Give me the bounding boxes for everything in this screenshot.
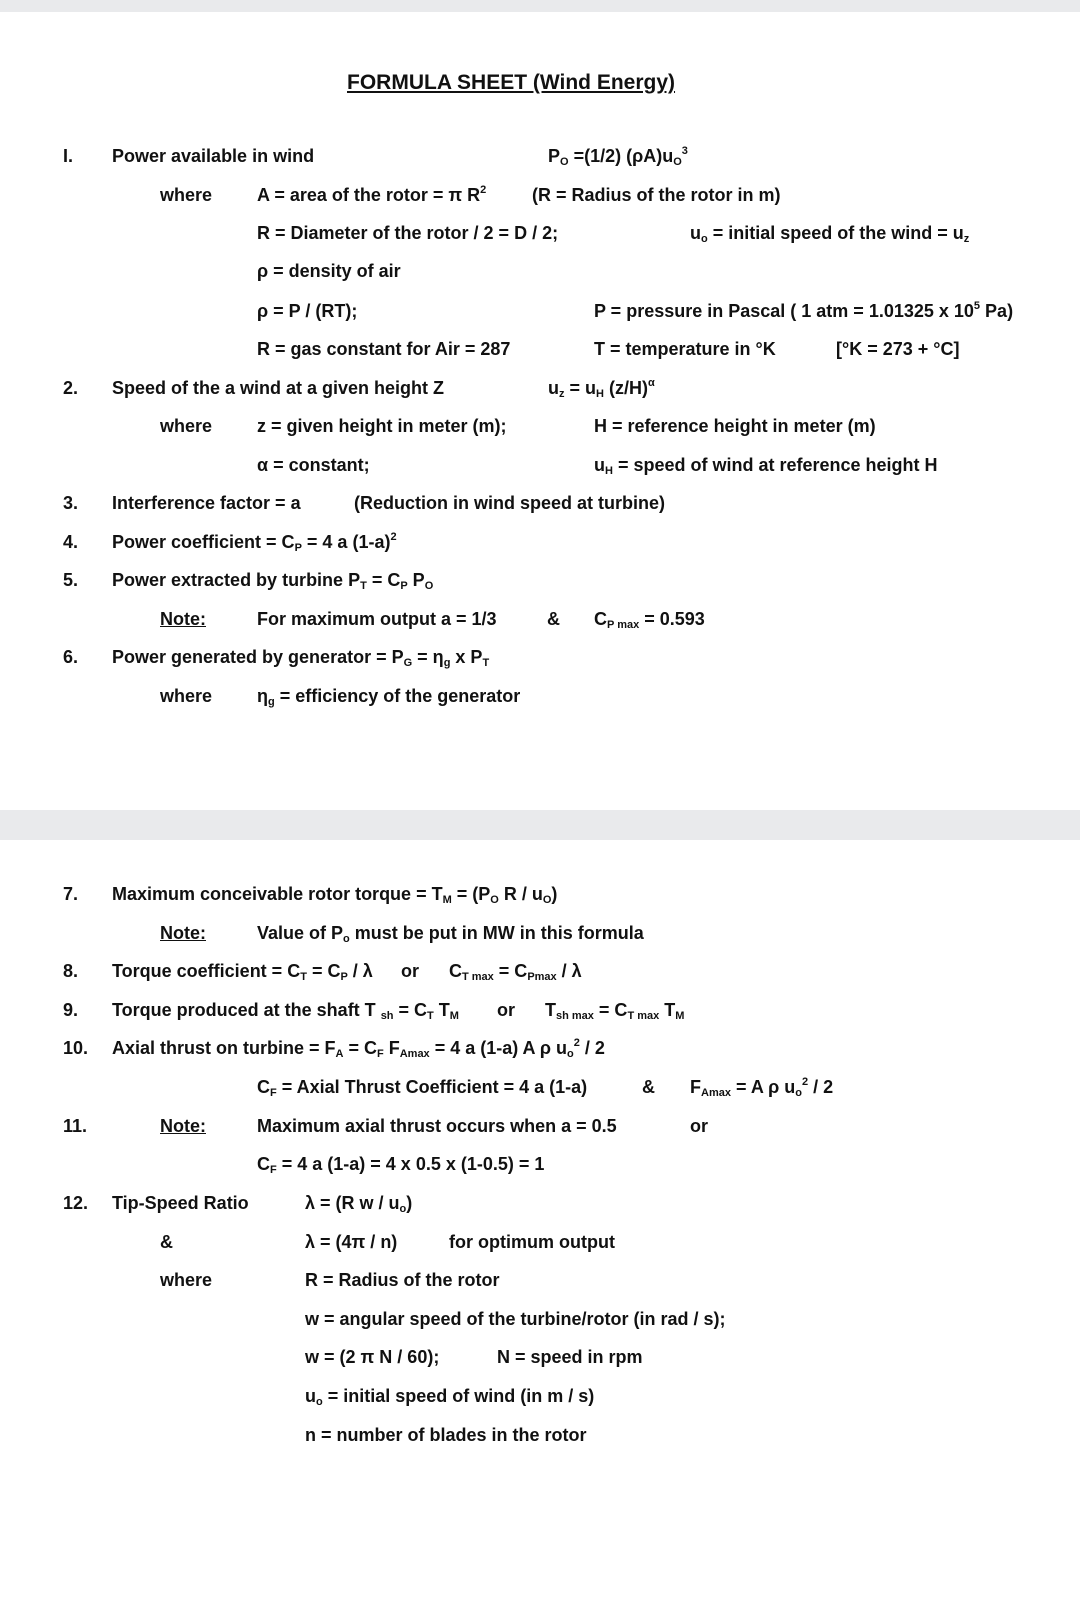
page2-line-28: where	[160, 1270, 213, 1290]
page2-line-1: Maximum conceivable rotor torque = $T_M = (P_O$ R / $u_O$)	[112, 884, 558, 906]
page1-line-6: R = Diameter of the rotor / 2 = D / 2;	[257, 223, 559, 243]
page1-line-8: ρ = density of air	[257, 261, 401, 281]
page2-line-16: $F_{Amax} = A$ ρ $u_o^2 / 2$	[690, 1076, 834, 1099]
page1-line-3: where	[160, 185, 213, 205]
page1-line-21: $u_H$ = speed of wind at reference height H	[594, 455, 938, 477]
page2-line-0: 7.	[63, 884, 79, 904]
page2-line-29: R = Radius of the rotor	[305, 1270, 500, 1290]
page2-line-32: N = speed in rpm	[497, 1347, 643, 1367]
page1-line-22: 3.	[63, 493, 79, 513]
page2-line-21: $C_F = 4$ a (1-a) = 4 x 0.5 x (1-0.5) = 1	[257, 1154, 545, 1176]
page1-line-13: [°K = 273 + °C]	[836, 339, 960, 359]
page2-line-15: &	[642, 1077, 655, 1097]
page1-line-34: Power generated by generator = $P_G = \eta_g$ x $P_T$	[112, 647, 490, 669]
page2-line-24: λ = (R w / $u_o$)	[305, 1193, 413, 1215]
page1-line-14: 2.	[63, 378, 79, 398]
page2-line-10: or	[497, 1000, 515, 1020]
page1-line-11: R = gas constant for Air = 287	[257, 339, 511, 359]
page1-line-24: (Reduction in wind speed at turbine)	[354, 493, 666, 513]
page1-line-4: A = area of the rotor = π $R^2$	[257, 184, 487, 205]
page2-line-23: Tip-Speed Ratio	[112, 1193, 249, 1213]
page1-line-32: $C_{P max} = 0.593$	[594, 609, 705, 631]
page2-line-34: n = number of blades in the rotor	[305, 1425, 587, 1445]
page2-line-9: Torque produced at the shaft T $_{sh} = C_T$ $T_M$	[112, 1000, 459, 1022]
page2-line-30: w = angular speed of the turbine/rotor (in rad / s);	[305, 1309, 726, 1329]
page1-line-28: Power extracted by turbine $P_T = C_P$ $P_O$	[112, 570, 434, 592]
page2-line-26: λ = (4π / n)	[305, 1232, 398, 1252]
page2-line-2: Note:	[160, 923, 206, 943]
page1-line-9: ρ = P / (RT);	[257, 301, 358, 321]
page2-line-31: w = (2 π N / 60);	[305, 1347, 440, 1367]
page1-line-18: z = given height in meter (m);	[257, 416, 507, 436]
page2-line-8: 9.	[63, 1000, 79, 1020]
page2-line-13: Axial thrust on turbine = $F_A = C_F$ $F_{Amax} = 4$ a (1-a) A ρ $u_o^2 / 2$	[112, 1037, 605, 1060]
page1-line-15: Speed of the a wind at a given height Z	[112, 378, 445, 398]
page1-line-0: I.	[63, 146, 74, 166]
page1-line-19: H = reference height in meter (m)	[594, 416, 876, 436]
page1-line-30: For maximum output a = 1/3	[257, 609, 497, 629]
page-2	[0, 840, 1080, 1599]
page2-line-3: Value of $P_o$ must be put in MW in this formula	[257, 923, 644, 945]
page1-line-27: 5.	[63, 570, 79, 590]
page1-line-7: $u_o$ = initial speed of the wind = $u_z$	[690, 223, 970, 245]
page2-line-6: or	[401, 961, 419, 981]
page2-line-11: $T_{sh max} = C_{T max}$ $T_M$	[545, 1000, 685, 1022]
page2-line-14: $C_F$ = Axial Thrust Coefficient = 4 a (1-a)	[257, 1077, 588, 1099]
page-1	[0, 12, 1080, 810]
page2-line-33: $u_o$ = initial speed of wind (in m / s)	[305, 1386, 595, 1408]
page2-line-27: for optimum output	[449, 1232, 615, 1252]
page1-line-12: T = temperature in °K	[594, 339, 776, 359]
page2-line-4: 8.	[63, 961, 79, 981]
document-title: FORMULA SHEET (Wind Energy)	[347, 71, 676, 94]
page1-line-36: $\eta_g$ = efficiency of the generator	[257, 686, 521, 708]
page1-line-33: 6.	[63, 647, 79, 667]
page1-line-10: P = pressure in Pascal ( 1 atm = 1.01325 x $10^5$ Pa)	[594, 300, 1014, 321]
page1-line-31: &	[547, 609, 560, 629]
page1-line-20: α = constant;	[257, 455, 370, 475]
page1-line-29: Note:	[160, 609, 206, 629]
page1-line-1: Power available in wind	[112, 146, 315, 166]
page1-line-26: Power coefficient = $C_P = 4$ a $(1-a)^2$	[112, 531, 397, 554]
page1-line-25: 4.	[63, 532, 79, 552]
page1-line-23: Interference factor = a	[112, 493, 301, 513]
page2-line-20: or	[690, 1116, 708, 1136]
page1-line-17: where	[160, 416, 213, 436]
page2-line-18: Note:	[160, 1116, 206, 1136]
page2-line-25: &	[160, 1232, 173, 1252]
page1-line-16: $u_z = u_H$ $(z/H)^\alpha$	[548, 377, 655, 400]
page2-line-7: $C_{T max} = C_{Pmax} / \lambda$	[449, 961, 582, 983]
page2-line-22: 12.	[63, 1193, 89, 1213]
page2-line-12: 10.	[63, 1038, 89, 1058]
page1-line-35: where	[160, 686, 213, 706]
page2-line-5: Torque coefficient = $C_T = C_P / \lambda$	[112, 961, 373, 983]
page1-line-2: $P_O =(1/2)$ $(\rho A)u_O^3$	[548, 145, 688, 168]
page2-line-17: 11.	[63, 1116, 88, 1136]
page2-line-19: Maximum axial thrust occurs when a = 0.5	[257, 1116, 617, 1136]
page1-line-5: (R = Radius of the rotor in m)	[532, 185, 781, 205]
